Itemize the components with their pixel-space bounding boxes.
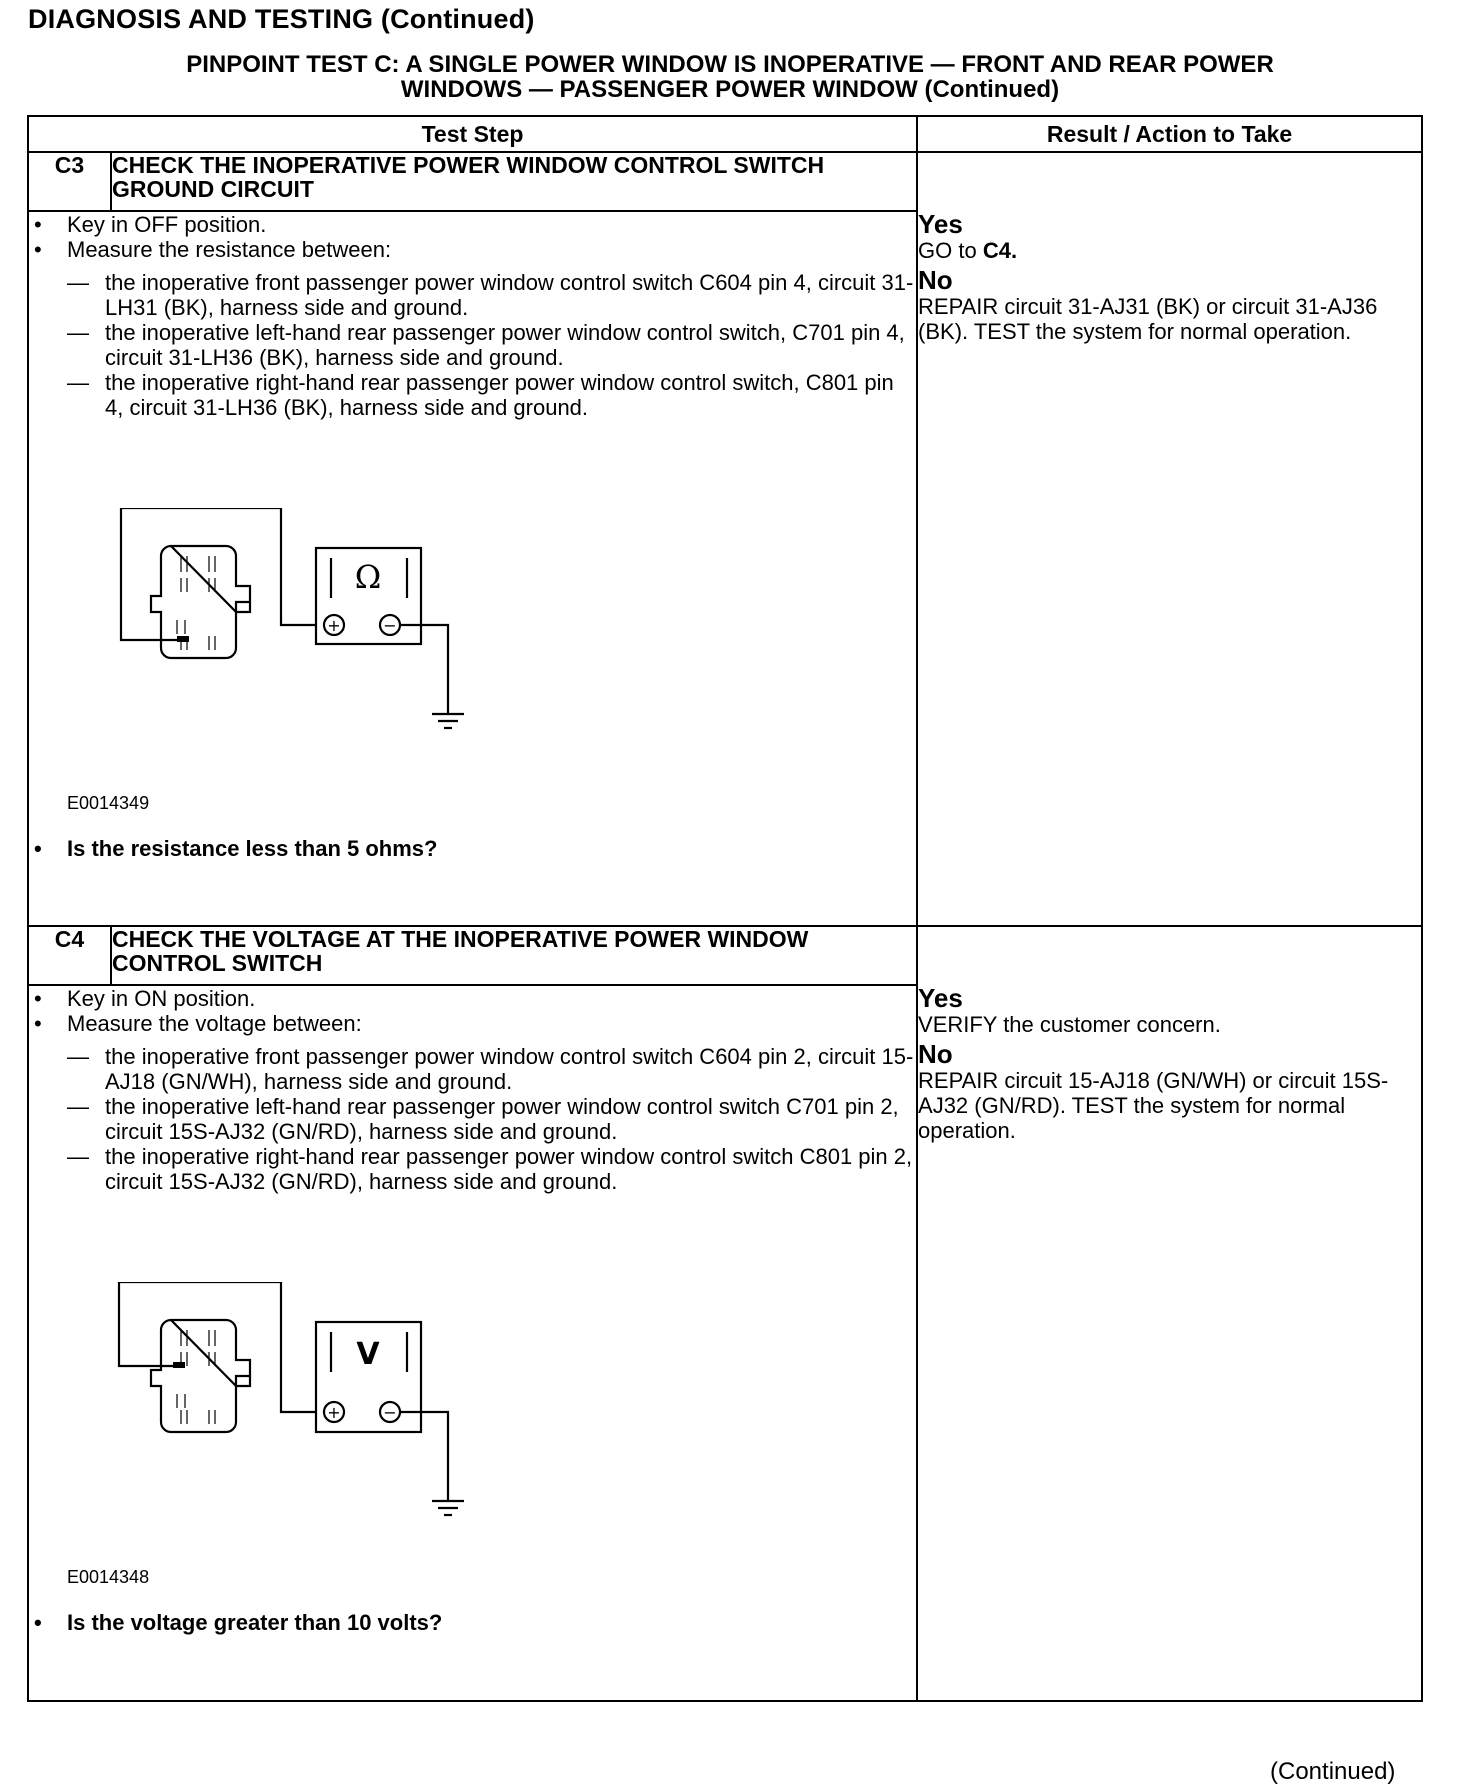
step-title-c4: CHECK THE VOLTAGE AT THE INOPERATIVE POWER WINDOW CONTROL SWITCH <box>111 926 917 985</box>
volt-symbol: V <box>356 1337 380 1372</box>
plus-sign: + <box>327 1403 341 1422</box>
measurement-item: — the inoperative front passenger power window control switch C604 pin 2, circuit 15-AJ18 (GN/WH), harness side and ground. <box>67 1044 916 1094</box>
connector-c604 <box>151 546 250 658</box>
yes-text-c3-step: C4. <box>982 238 1018 263</box>
measurement-item: — the inoperative left-hand rear passenger power window control switch, C701 pin 4, circuit 31-LH36 (BK), harness side and ground. <box>67 320 916 370</box>
measurement-list-c3 <box>67 270 916 420</box>
no-text-c3: REPAIR circuit 31-AJ31 (BK) or circuit 31-AJ36 (BK). TEST the system for normal operation. <box>918 294 1378 344</box>
plus-sign: + <box>327 616 341 635</box>
yes-text-c3-pre: GO to <box>918 238 977 263</box>
result-cell-c3 <box>917 152 1422 926</box>
subtitle-line-2: WINDOWS — PASSENGER POWER WINDOW (Continued) <box>400 76 1060 103</box>
yes-label-c4: Yes <box>918 983 963 1013</box>
bullet-list-c3 <box>29 212 916 262</box>
measurement-item: — the inoperative right-hand rear passenger power window control switch, C801 pin 4, circuit 31-LH36 (BK), harness side and ground. <box>67 370 916 420</box>
bullet-item: • Measure the resistance between: <box>29 237 916 262</box>
test-lead-wire <box>121 508 316 640</box>
measurement-item: — the inoperative front passenger power window control switch C604 pin 4, circuit 31-LH31 (BK), harness side and ground. <box>67 270 916 320</box>
yes-text-c3 <box>918 238 1421 263</box>
step-body-c4 <box>28 985 917 1701</box>
measurement-item: — the inoperative right-hand rear passenger power window control switch C801 pin 2, circuit 15S-AJ32 (GN/RD), harness side and ground. <box>67 1144 916 1194</box>
minus-sign: − <box>383 1403 397 1422</box>
test-lead-wire <box>119 1282 316 1412</box>
bullet-list-c4 <box>29 986 916 1036</box>
bullet-item: • Measure the voltage between: <box>29 1011 916 1036</box>
step-id-c4: C4 <box>28 926 111 985</box>
yes-text-c4: VERIFY the customer concern. <box>918 1012 1221 1037</box>
ohmmeter-diagram <box>89 508 509 778</box>
no-label-c4: No <box>918 1039 953 1069</box>
subtitle-line-1: PINPOINT TEST C: A SINGLE POWER WINDOW IS INOPERATIVE — FRONT AND REAR POWER <box>186 51 1274 78</box>
figure-id-c4: E0014348 <box>67 1567 150 1587</box>
step-title-c3: CHECK THE INOPERATIVE POWER WINDOW CONTROL SWITCH GROUND CIRCUIT <box>111 152 917 211</box>
question-c3: • Is the resistance less than 5 ohms? <box>29 836 916 861</box>
pinpoint-test-table <box>27 115 1423 1702</box>
question-list-c3 <box>29 836 916 861</box>
measurement-item: — the inoperative left-hand rear passenger power window control switch C701 pin 2, circuit 15S-AJ32 (GN/RD), harness side and ground. <box>67 1094 916 1144</box>
measurement-list-c4 <box>67 1044 916 1194</box>
voltmeter-diagram <box>89 1282 509 1552</box>
ground-lead-wire <box>400 1412 448 1500</box>
no-label-c3: No <box>918 265 953 295</box>
pinpoint-test-title <box>60 52 1400 102</box>
ohm-symbol: Ω <box>354 558 382 596</box>
no-text-c4: REPAIR circuit 15-AJ18 (GN/WH) or circuit 15S-AJ32 (GN/RD). TEST the system for normal operation. <box>918 1068 1389 1143</box>
bullet-item: • Key in ON position. <box>29 986 916 1011</box>
page-title: DIAGNOSIS AND TESTING (Continued) <box>28 4 535 34</box>
step-id-c3: C3 <box>28 152 111 211</box>
result-cell-c4 <box>917 926 1422 1701</box>
step-body-c3 <box>28 211 917 926</box>
continued-note: (Continued) <box>1270 1758 1396 1785</box>
bullet-item: • Key in OFF position. <box>29 212 916 237</box>
figure-id-c3: E0014349 <box>67 793 150 813</box>
yes-label-c3: Yes <box>918 209 963 239</box>
header-result: Result / Action to Take <box>917 116 1422 152</box>
minus-sign: − <box>383 616 397 635</box>
connector-c604 <box>151 1320 250 1432</box>
question-list-c4 <box>29 1610 916 1635</box>
ground-lead-wire <box>400 625 448 713</box>
header-test-step: Test Step <box>28 116 917 152</box>
question-c4: • Is the voltage greater than 10 volts? <box>29 1610 916 1635</box>
